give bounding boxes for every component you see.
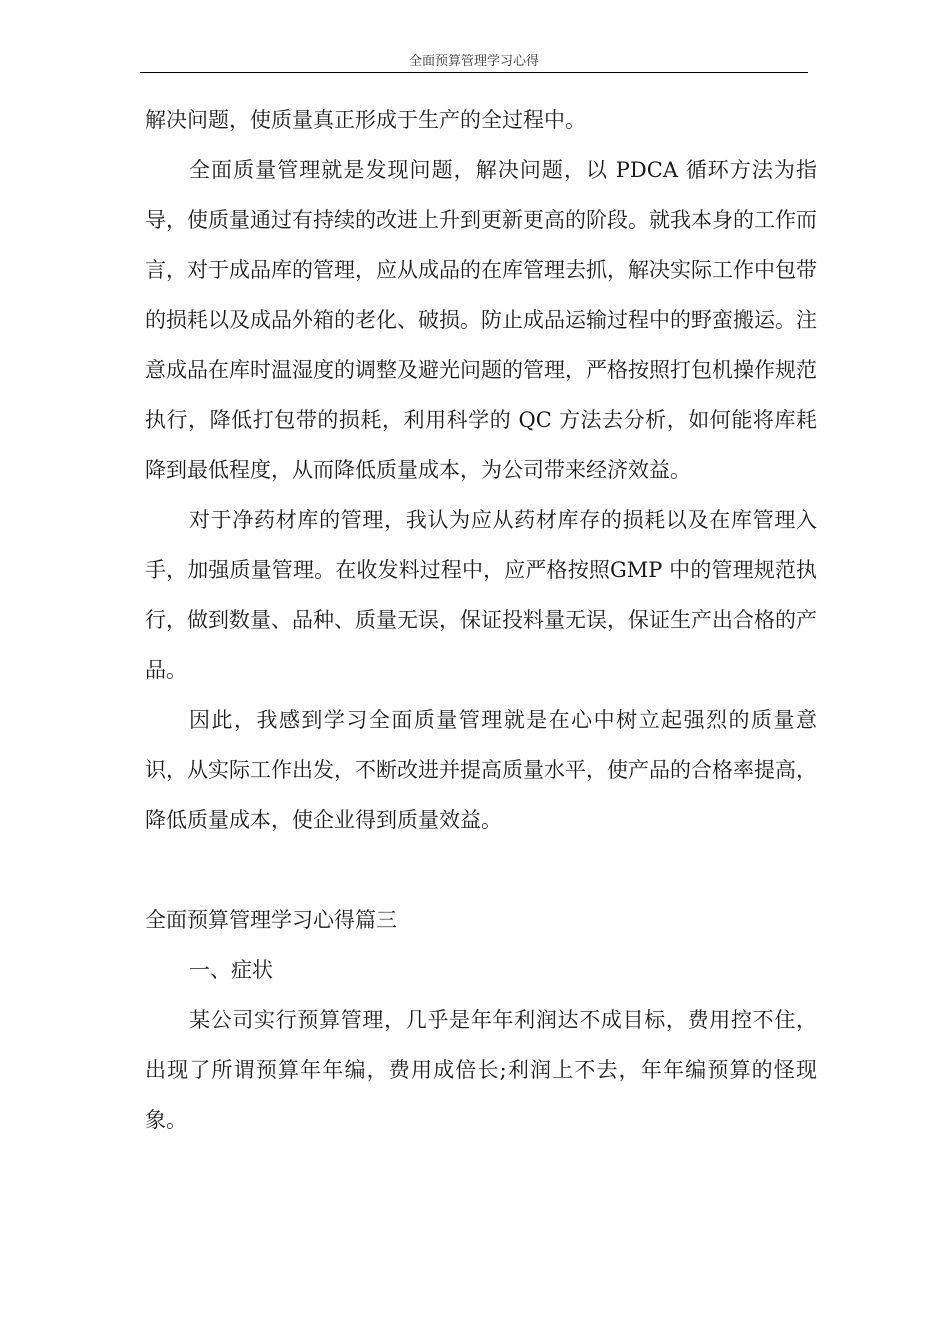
paragraph-continuation: 解决问题，使质量真正形成于生产的全过程中。 — [145, 108, 586, 132]
subheading-symptoms: 一、症状 — [189, 958, 273, 982]
running-header: 全面预算管理学习心得 — [408, 54, 539, 69]
paragraph-herb-warehouse: 对于净药材库的管理，我认为应从药材库存的损耗以及在库管理入手，加强质量管理。在收发料过程中，应严格按照GMP 中的管理规范执行，做到数量、品种、质量无误，保证投料量无误，保证生产出合格的产品。 — [145, 508, 817, 682]
paragraph-budget-case: 某公司实行预算管理，几乎是年年利润达不成目标，费用控不住，出现了所谓预算年年编，费用成倍长;利润上不去，年年编预算的怪现象。 — [145, 1008, 817, 1132]
header-rule — [140, 72, 808, 73]
body-text — [145, 95, 817, 1145]
paragraph-tqm-pdca: 全面质量管理就是发现问题，解决问题，以 PDCA 循环方法为指导，使质量通过有持续的改进上升到更新更高的阶段。就我本身的工作而言，对于成品库的管理，应从成品的在库管理去抓，解决实际工作中包带的损耗以及成品外箱的老化、破损。防止成品运输过程中的野蛮搬运。注意成品在库时温湿度的调整及避光问题的管理，严格按照打包机操作规范执行，降低打包带的损耗，利用科学的 QC 方法去分析，如何能将库耗降到最低程度，从而降低质量成本，为公司带来经济效益。 — [145, 158, 817, 482]
paragraph-conclusion: 因此，我感到学习全面质量管理就是在心中树立起强烈的质量意识，从实际工作出发，不断改进并提高质量水平，使产品的合格率提高，降低质量成本，使企业得到质量效益。 — [145, 708, 817, 832]
section-title: 全面预算管理学习心得篇三 — [145, 908, 397, 932]
